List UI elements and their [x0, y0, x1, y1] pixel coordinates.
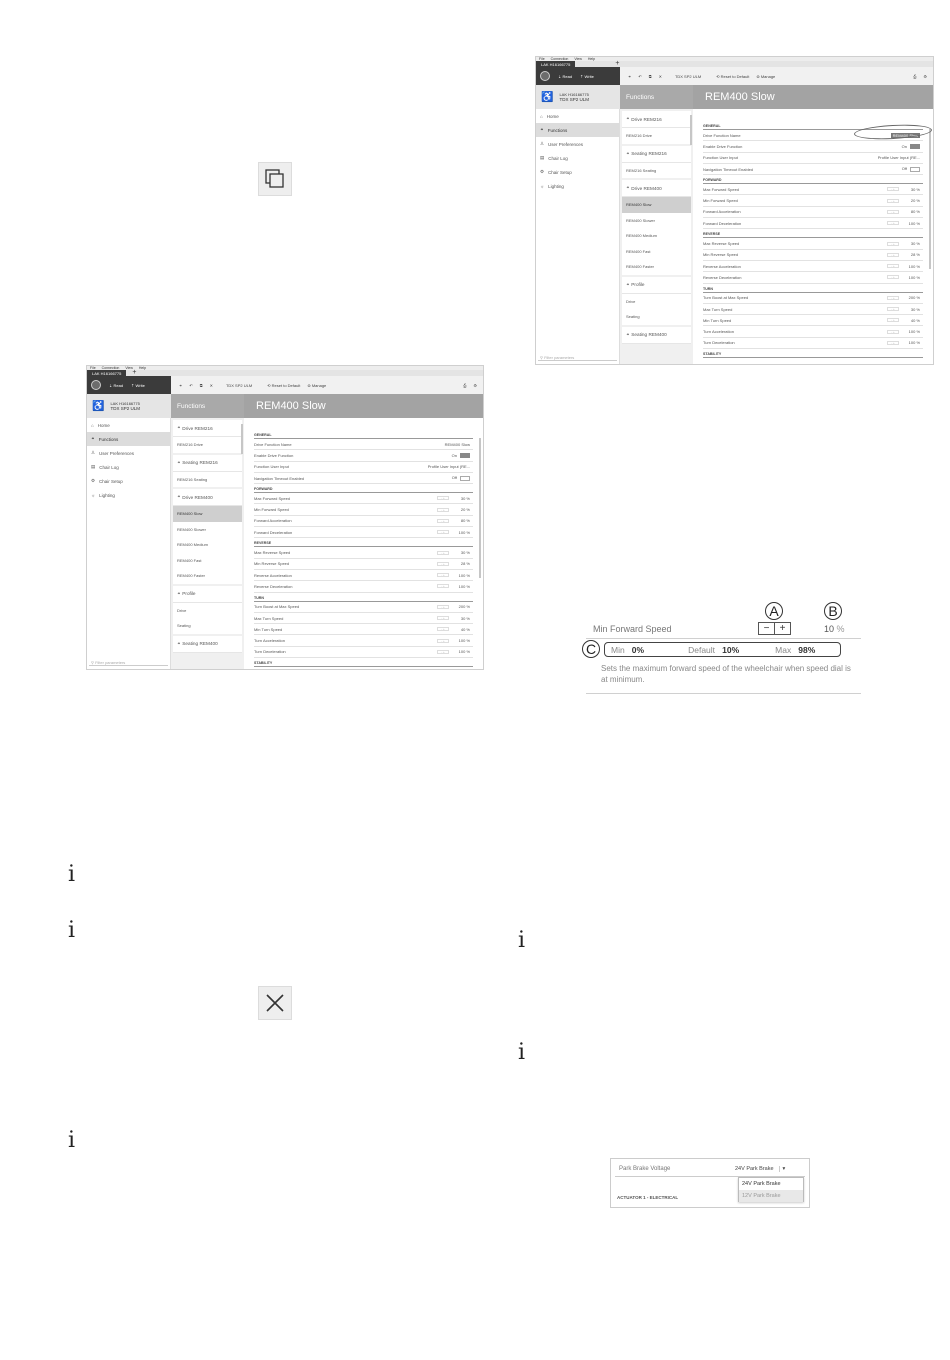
reset-icon: ⟲	[267, 382, 271, 388]
param-row[interactable]: Function User Input Profile User Input (RE...	[254, 462, 473, 473]
param-row[interactable]: Turn Deceleration - + 100 %	[703, 338, 923, 349]
list-item[interactable]: REM400 Fast	[622, 244, 691, 260]
option-12v[interactable]: 12V Park Brake	[739, 1190, 803, 1202]
read-button[interactable]: ⇣ Read	[558, 73, 573, 79]
reset-icon: ⟲	[716, 73, 720, 79]
brake-options	[738, 1177, 804, 1202]
write-icon: ⇡	[131, 382, 135, 388]
stepper[interactable]: - +	[887, 275, 899, 279]
scrollbar[interactable]	[690, 115, 692, 145]
callout-c: C	[582, 640, 600, 658]
device-panel	[87, 394, 171, 418]
param-row[interactable]: Enable Drive Function On	[254, 450, 473, 461]
sidebar-item-functions[interactable]: ⚭ Functions	[536, 123, 619, 137]
range-box: Min 0% Default 10% Max 98%	[604, 642, 841, 657]
max-value: 98%	[798, 644, 816, 655]
drive-icon: ⚭	[626, 185, 630, 190]
list-item[interactable]: Seating	[173, 618, 242, 634]
device-name: TDX SP2 ULM	[225, 382, 253, 388]
user-icon: ♙	[91, 450, 96, 455]
log-icon: ▤	[540, 155, 545, 160]
info-icon: i	[68, 862, 76, 887]
param-row[interactable]: Forward Deceleration - + 100 %	[254, 527, 473, 538]
sidebar-item-functions[interactable]: ⚭ Functions	[87, 432, 170, 446]
stepper[interactable]: - +	[887, 253, 899, 257]
info-icon: i	[68, 1128, 76, 1153]
stepper[interactable]: - +	[887, 264, 899, 268]
functions-icon: ⚭	[540, 127, 544, 132]
list-item[interactable]: REM216 Drive	[173, 437, 242, 453]
sidebar	[87, 418, 171, 669]
page-title: REM400 Slow	[693, 85, 933, 109]
list-item[interactable]: REM216 Drive	[622, 128, 691, 144]
drive-icon: ⚭	[626, 116, 630, 121]
stepper[interactable]: - +	[437, 562, 449, 566]
save-icon[interactable]: ⎙	[463, 382, 467, 388]
log-icon: ▤	[91, 464, 96, 469]
option-24v[interactable]: 24V Park Brake	[742, 1181, 781, 1187]
sidebar-item-chair-setup[interactable]: ⚙ Chair Setup	[540, 169, 572, 175]
filter-input[interactable]: ⚲ Filter parameters	[89, 659, 168, 666]
param-row[interactable]: Max Forward Speed - + 30 %	[254, 493, 473, 504]
scrollbar[interactable]	[241, 424, 243, 454]
list-item[interactable]: Drive	[173, 603, 242, 619]
section-stability: STABILITY	[254, 661, 473, 667]
decrement-button[interactable]: −	[759, 623, 775, 634]
read-write-bar	[87, 376, 171, 394]
device-name: TDX SP2 ULM	[674, 73, 702, 79]
param-value[interactable]: Off	[452, 475, 470, 480]
write-button[interactable]: ⇡ Write	[580, 73, 594, 79]
save-icon[interactable]: ⎙	[913, 73, 917, 79]
menu-file[interactable]: File	[539, 57, 545, 61]
param-row[interactable]: Enable Drive Function On	[703, 141, 923, 152]
section-general: GENERAL	[703, 124, 923, 130]
settings-icon[interactable]: ⚙	[473, 382, 477, 388]
param-row[interactable]: Min Turn Speed - + 40 %	[254, 624, 473, 635]
lighting-icon: ☼	[540, 183, 545, 189]
user-icon: ♙	[540, 141, 545, 146]
manage-button[interactable]: ⊜ Manage	[756, 73, 776, 79]
close-icon	[264, 992, 286, 1014]
stepper[interactable]: - +	[437, 573, 449, 577]
toolbar	[620, 67, 933, 85]
stepper[interactable]: - +	[887, 341, 899, 345]
functions-header: Functions	[171, 394, 244, 418]
undo-icon[interactable]: ↶	[638, 73, 642, 79]
param-row[interactable]: Min Forward Speed - + 20 %	[703, 195, 923, 206]
sidebar-item-user-preferences[interactable]: ♙ User Preferences	[91, 450, 135, 456]
group-header-seating-rem400[interactable]: ⚭ Seating REM400	[173, 636, 242, 653]
param-row[interactable]: Turn Acceleration - + 100 %	[254, 635, 473, 646]
divider	[586, 693, 861, 694]
add-tab-button[interactable]: +	[615, 60, 620, 67]
manage-button[interactable]: ⊜ Manage	[307, 382, 327, 388]
manage-icon: ⊜	[756, 73, 760, 79]
detail-panel	[586, 600, 861, 695]
param-row[interactable]: Turn Boost at Max Speed - + 200 %	[254, 602, 473, 613]
device-model: TDX SP2 ULM	[110, 406, 140, 411]
section-turn: TURN	[703, 287, 923, 293]
param-value[interactable]: Profile User Input (RE...	[427, 464, 470, 470]
seating-icon: ⚭	[177, 459, 181, 465]
stepper[interactable]: - +	[437, 605, 449, 609]
param-row[interactable]: Reverse Deceleration - + 100 %	[703, 272, 923, 283]
param-row[interactable]: Drive Function Name REM400 Slow	[254, 439, 473, 450]
stepper[interactable]: - +	[437, 519, 449, 523]
lighting-icon: ☼	[91, 492, 96, 498]
param-row[interactable]: Max Forward Speed - + 30 %	[703, 184, 923, 195]
stepper[interactable]: - +	[437, 551, 449, 555]
param-row[interactable]: Min Reverse Speed - + 28 %	[703, 250, 923, 261]
menu-file[interactable]: File	[90, 366, 96, 370]
link-icon[interactable]: ⚭	[628, 73, 632, 79]
setup-icon: ⚙	[91, 478, 96, 483]
device-tab[interactable]: LAK H16166775	[536, 61, 575, 67]
sidebar-item-home[interactable]: ⌂ Home	[91, 422, 110, 428]
close-icon[interactable]: ✕	[658, 73, 662, 79]
list-item-selected[interactable]: REM400 Slow	[622, 197, 691, 213]
stepper[interactable]: - +	[437, 530, 449, 534]
device-panel	[536, 85, 620, 109]
function-list	[171, 418, 244, 669]
param-row[interactable]: Navigation Timeout Enabled Off	[703, 164, 923, 175]
param-row[interactable]: Forward Acceleration - + 80 %	[254, 516, 473, 527]
sidebar	[536, 109, 620, 364]
functions-icon: ⚭	[91, 436, 95, 441]
parameter-panel	[244, 418, 483, 669]
brake-label: Park Brake Voltage	[619, 1166, 671, 1172]
param-value-highlighted[interactable]: REM400 Slow	[892, 132, 918, 138]
param-row[interactable]: Reverse Deceleration - + 100 %	[254, 581, 473, 592]
scrollbar[interactable]	[479, 438, 481, 578]
list-item[interactable]: REM400 Medium	[173, 537, 242, 553]
filter-input[interactable]: ⚲ Filter parameters	[538, 354, 617, 361]
copy-icon	[264, 168, 286, 190]
group-header-drive-rem216[interactable]: ⚭ Drive REM216	[173, 420, 242, 437]
menu-help[interactable]: Help	[138, 366, 147, 370]
reset-button[interactable]: ⟲ Reset to Default	[716, 73, 750, 79]
write-icon: ⇡	[580, 73, 584, 79]
param-row[interactable]: Navigation Timeout Enabled Off	[254, 473, 473, 484]
sidebar-item-chair-log[interactable]: ▤ Chair Log	[91, 464, 119, 470]
device-model: TDX SP2 ULM	[559, 97, 589, 102]
param-row[interactable]: Max Turn Speed - + 30 %	[703, 304, 923, 315]
param-row[interactable]: Max Reverse Speed - + 30 %	[254, 547, 473, 558]
param-row[interactable]: Function User Input Profile User Input (RE...	[703, 153, 923, 164]
stepper[interactable]: - +	[887, 187, 899, 191]
read-icon: ⇣	[558, 73, 562, 79]
param-value[interactable]: Profile User Input (RE...	[877, 155, 920, 161]
param-value[interactable]: On	[452, 453, 470, 458]
param-row[interactable]: Turn Boost at Max Speed - + 200 %	[703, 293, 923, 304]
stepper[interactable]: - +	[887, 318, 899, 322]
menu-help[interactable]: Help	[587, 57, 596, 61]
group-header-profile[interactable]: ⚭ Profile	[173, 586, 242, 603]
list-item-selected[interactable]: REM400 Slow	[173, 506, 242, 522]
wheelchair-icon: ♿	[92, 400, 105, 412]
stepper[interactable]: - +	[437, 584, 449, 588]
stepper[interactable]: - +	[437, 650, 449, 654]
list-item[interactable]: REM400 Faster	[622, 259, 691, 275]
read-button[interactable]: ⇣ Read	[109, 382, 124, 388]
default-value: 10%	[722, 644, 740, 655]
stepper[interactable]: - +	[437, 616, 449, 620]
sidebar-item-user-preferences[interactable]: ♙ User Preferences	[540, 141, 584, 147]
param-row[interactable]: Drive Function Name REM400 Slow	[703, 130, 923, 141]
group-header-drive-rem400[interactable]: ⚭ Drive REM400	[622, 180, 691, 197]
add-tab-button[interactable]: +	[132, 369, 137, 376]
page-title: REM400 Slow	[244, 394, 483, 418]
callout-a: A	[765, 602, 783, 620]
section-actuator: ACTUATOR 1 - ELECTRICAL	[617, 1195, 679, 1200]
menu-view[interactable]: View	[125, 366, 133, 370]
brake-panel	[610, 1158, 810, 1208]
list-item[interactable]: REM216 Seating	[173, 472, 242, 488]
param-row[interactable]: Max Reverse Speed - + 30 %	[703, 238, 923, 249]
device-tab[interactable]: LAK H16166775	[87, 370, 126, 376]
toggle[interactable]	[460, 453, 470, 458]
list-item[interactable]: Seating	[622, 309, 691, 325]
sidebar-item-home[interactable]: ⌂ Home	[540, 113, 559, 119]
section-stability: STABILITY	[703, 352, 923, 358]
stepper[interactable]: - +	[437, 627, 449, 631]
copy-icon[interactable]: ⧉	[648, 73, 652, 79]
section-forward: FORWARD	[254, 487, 473, 493]
connection-icon[interactable]	[91, 380, 101, 390]
device-id: LAK H16166775	[559, 92, 589, 97]
param-row[interactable]: Forward Acceleration - + 80 %	[703, 207, 923, 218]
param-row[interactable]: Min Turn Speed - + 40 %	[703, 315, 923, 326]
param-value[interactable]: Off	[902, 166, 920, 171]
toggle[interactable]	[910, 144, 920, 149]
toggle[interactable]	[460, 476, 470, 481]
seating-icon: ⚭	[177, 640, 181, 646]
min-value: 0%	[631, 644, 645, 655]
param-row[interactable]: Max Turn Speed - + 30 %	[254, 613, 473, 624]
brake-select[interactable]: 24V Park Brake ▾	[735, 1166, 786, 1172]
divider	[586, 638, 861, 639]
manage-icon: ⊜	[307, 382, 311, 388]
stepper[interactable]: - +	[887, 210, 899, 214]
param-row[interactable]: Forward Deceleration - + 100 %	[703, 218, 923, 229]
param-row[interactable]: Min Reverse Speed - + 28 %	[254, 559, 473, 570]
param-label: Min Forward Speed	[593, 624, 672, 634]
list-item[interactable]: Drive	[622, 294, 691, 310]
wheelchair-icon: ♿	[541, 91, 554, 103]
sidebar-item-lighting[interactable]: ☼ Lighting	[91, 492, 115, 498]
param-row[interactable]: Reverse Acceleration - + 100 %	[703, 261, 923, 272]
section-forward: FORWARD	[703, 178, 923, 184]
list-item[interactable]: REM400 Medium	[622, 228, 691, 244]
info-icon: i	[68, 918, 76, 943]
sidebar-item-chair-log[interactable]: ▤ Chair Log	[540, 155, 568, 161]
section-turn: TURN	[254, 596, 473, 602]
menu-connection[interactable]: Connection	[550, 57, 569, 61]
undo-icon[interactable]: ↶	[189, 382, 193, 388]
reset-button[interactable]: ⟲ Reset to Default	[267, 382, 301, 388]
section-reverse: REVERSE	[703, 232, 923, 238]
chevron-down-icon: ▾	[779, 1166, 786, 1172]
section-reverse: REVERSE	[254, 541, 473, 547]
copy-icon[interactable]: ⧉	[199, 382, 203, 388]
connection-icon[interactable]	[540, 71, 550, 81]
sidebar-item-lighting[interactable]: ☼ Lighting	[540, 183, 564, 189]
param-value: 10 %	[824, 624, 845, 634]
write-button[interactable]: ⇡ Write	[131, 382, 145, 388]
read-icon: ⇣	[109, 382, 113, 388]
param-description: Sets the maximum forward speed of the wheelchair when speed dial is at minimum.	[601, 664, 851, 684]
param-value[interactable]: REM400 Slow	[444, 441, 470, 447]
scrollbar[interactable]	[929, 129, 931, 269]
setup-icon: ⚙	[540, 169, 545, 174]
list-item[interactable]: REM400 Slower	[173, 522, 242, 538]
drive-icon: ⚭	[177, 425, 181, 430]
link-icon[interactable]: ⚭	[179, 382, 183, 388]
stepper[interactable]: - +	[437, 639, 449, 643]
copy-icon-box	[258, 162, 292, 196]
group-header-profile[interactable]: ⚭ Profile	[622, 277, 691, 294]
app-window	[86, 365, 484, 670]
param-row[interactable]: Reverse Acceleration - + 100 %	[254, 570, 473, 581]
callout-b: B	[824, 602, 842, 620]
list-item[interactable]: REM400 Fast	[173, 553, 242, 569]
close-icon-box	[258, 986, 292, 1020]
toolbar	[171, 376, 483, 394]
increment-button[interactable]: +	[779, 623, 786, 634]
function-list	[620, 109, 693, 364]
info-icon: i	[518, 928, 526, 953]
home-icon: ⌂	[540, 113, 543, 119]
list-item[interactable]: REM216 Seating	[622, 163, 691, 179]
stepper[interactable]: - +	[887, 199, 899, 203]
menu-connection[interactable]: Connection	[101, 366, 120, 370]
functions-header: Functions	[620, 85, 693, 109]
stepper[interactable]: - +	[887, 221, 899, 225]
group-header-seating-rem216[interactable]: ⚭ Seating REM216	[173, 455, 242, 472]
group-header-drive-rem216[interactable]: ⚭ Drive REM216	[622, 111, 691, 128]
param-row[interactable]: Min Forward Speed - + 20 %	[254, 504, 473, 515]
stepper[interactable]: - +	[437, 508, 449, 512]
search-icon: ⚲	[91, 659, 94, 665]
settings-icon[interactable]: ⚙	[923, 73, 927, 79]
stepper[interactable]: - +	[887, 330, 899, 334]
group-header-seating-rem400[interactable]: ⚭ Seating REM400	[622, 327, 691, 344]
param-value[interactable]: On	[902, 144, 920, 149]
list-item[interactable]: REM400 Slower	[622, 213, 691, 229]
profile-icon: ⚭	[177, 590, 181, 596]
parameter-panel	[693, 109, 933, 364]
read-write-bar	[536, 67, 620, 85]
drive-icon: ⚭	[177, 494, 181, 499]
stepper[interactable]: - +	[437, 496, 449, 500]
app-window	[535, 56, 934, 365]
list-item[interactable]: REM400 Faster	[173, 568, 242, 584]
toggle[interactable]	[910, 167, 920, 172]
menu-view[interactable]: View	[574, 57, 582, 61]
group-header-drive-rem400[interactable]: ⚭ Drive REM400	[173, 489, 242, 506]
info-icon: i	[518, 1040, 526, 1065]
section-general: GENERAL	[254, 433, 473, 439]
search-icon: ⚲	[540, 354, 543, 360]
param-row[interactable]: Turn Acceleration - + 100 %	[703, 326, 923, 337]
stepper[interactable]: - +	[887, 242, 899, 246]
profile-icon: ⚭	[626, 281, 630, 287]
seating-icon: ⚭	[626, 150, 630, 156]
device-id: LAK H16166775	[110, 401, 140, 406]
stepper[interactable]: - +	[887, 296, 899, 300]
group-header-seating-rem216[interactable]: ⚭ Seating REM216	[622, 146, 691, 163]
close-icon[interactable]: ✕	[209, 382, 213, 388]
seating-icon: ⚭	[626, 331, 630, 337]
stepper[interactable]	[758, 622, 791, 635]
sidebar-item-chair-setup[interactable]: ⚙ Chair Setup	[91, 478, 123, 484]
stepper[interactable]: - +	[887, 307, 899, 311]
param-row[interactable]: Turn Deceleration - + 100 %	[254, 647, 473, 658]
home-icon: ⌂	[91, 422, 94, 428]
